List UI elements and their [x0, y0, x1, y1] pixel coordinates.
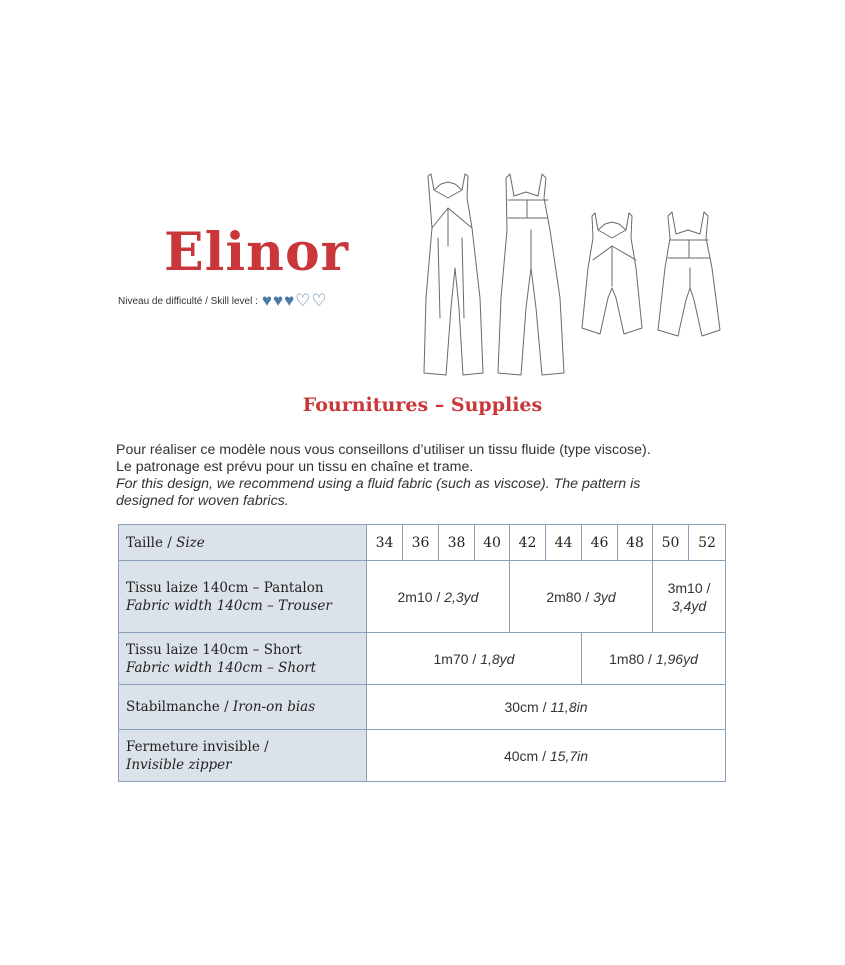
value-cell: 2m10 / 2,3yd — [367, 561, 510, 633]
short-romper-front-drawing — [582, 213, 642, 334]
row-label-fr: Fermeture invisible / — [126, 738, 269, 755]
table-row — [119, 685, 726, 730]
intro-en-line-1: For this design, we recommend using a fluid fabric (such as viscose). The pattern is — [116, 476, 641, 492]
table-row — [119, 561, 726, 633]
row-label-fr: Stabilmanche / — [126, 699, 233, 715]
row-label-en: Fabric width 140cm – Short — [126, 659, 317, 676]
heart-outline-icon: ♡ — [311, 291, 327, 310]
value-cell: 30cm / 11,8in — [367, 685, 726, 730]
table-row — [119, 633, 726, 685]
size-cell: 44 — [546, 525, 582, 561]
table-row — [119, 730, 726, 782]
jumpsuit-front-drawing — [424, 174, 483, 375]
size-cell: 52 — [689, 525, 726, 561]
intro-fr-line-1: Pour réaliser ce modèle nous vous conseillons d’utiliser un tissu fluide (type viscose). — [116, 442, 651, 458]
size-cell: 46 — [582, 525, 618, 561]
intro-en-line-2: designed for woven fabrics. — [116, 493, 289, 509]
size-cell: 48 — [618, 525, 653, 561]
size-cell: 42 — [510, 525, 546, 561]
row-label-short — [119, 633, 367, 685]
size-cell: 38 — [439, 525, 475, 561]
intro-fr-line-2: Le patronage est prévu pour un tissu en chaîne et trame. — [116, 459, 474, 475]
garment-illustrations — [410, 168, 735, 383]
skill-level-label: Niveau de difficulté / Skill level : — [118, 295, 258, 307]
intro-text — [116, 442, 741, 510]
heart-filled-icon: ♥ — [261, 291, 272, 310]
skill-level — [118, 293, 328, 309]
size-label-en: Size — [176, 534, 205, 551]
heart-outline-icon: ♡ — [295, 291, 311, 310]
short-romper-back-drawing — [658, 212, 720, 336]
value-cell: 1m80 / 1,96yd — [582, 633, 726, 685]
value-cell: 40cm / 15,7in — [367, 730, 726, 782]
row-label-fr: Tissu laize 140cm – Pantalon — [126, 579, 324, 596]
row-label-en: Fabric width 140cm – Trouser — [126, 597, 332, 614]
row-label-bias — [119, 685, 367, 730]
value-cell: 2m80 / 3yd — [510, 561, 653, 633]
supplies-table — [118, 524, 726, 782]
heart-filled-icon: ♥ — [272, 291, 284, 310]
size-cell: 40 — [475, 525, 510, 561]
row-label-en: Iron-on bias — [232, 699, 316, 715]
jumpsuit-back-drawing — [498, 174, 564, 375]
size-cell: 50 — [653, 525, 689, 561]
size-row — [119, 525, 726, 561]
row-label-zipper — [119, 730, 367, 782]
size-cell: 36 — [403, 525, 439, 561]
row-label-trouser — [119, 561, 367, 633]
row-label-fr: Tissu laize 140cm – Short — [126, 641, 302, 658]
value-cell: 3m10 / 3,4yd — [653, 561, 726, 633]
size-label-fr: Taille / — [126, 534, 177, 551]
row-label-en: Invisible zipper — [126, 756, 232, 773]
size-cell: 34 — [367, 525, 403, 561]
skill-rating — [262, 293, 328, 309]
value-cell: 1m70 / 1,8yd — [367, 633, 582, 685]
heart-filled-icon: ♥ — [284, 291, 295, 310]
size-header — [119, 525, 367, 561]
section-title: Fournitures – Supplies — [302, 394, 543, 416]
pattern-title: Elinor — [164, 222, 350, 283]
